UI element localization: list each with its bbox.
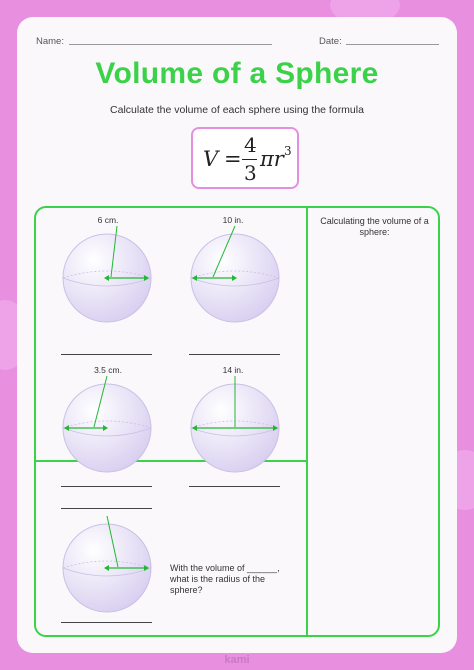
formula-denominator: 3 <box>244 161 257 185</box>
date-field[interactable] <box>346 44 439 45</box>
sphere-5-answer-line[interactable] <box>61 622 152 623</box>
sphere-5-diagram <box>61 522 153 614</box>
formula-exponent: 3 <box>284 144 292 158</box>
sphere-4-radius-label: 14 in. <box>222 365 244 375</box>
formula-numerator: 4 <box>244 133 257 157</box>
sphere-1-radius-label: 6 cm. <box>97 215 119 225</box>
name-field[interactable] <box>69 44 272 45</box>
reverse-question-text: With the volume of ______, what is the radius of the sphere? <box>170 563 280 595</box>
sphere-5-radius-answer-line[interactable] <box>61 508 152 509</box>
date-label: Date: <box>319 36 342 47</box>
name-label: Name: <box>36 36 64 47</box>
sphere-4-answer-line[interactable] <box>189 486 280 487</box>
kami-logo: kami <box>224 654 250 666</box>
sphere-2-answer-line[interactable] <box>189 354 280 355</box>
sphere-3-diagram <box>61 382 153 474</box>
sphere-2-diagram <box>189 232 281 324</box>
worksheet-grid <box>34 206 440 637</box>
formula-pi-r: πr <box>260 147 284 171</box>
worksheet-page <box>17 17 457 653</box>
page-title: Volume of a Sphere <box>95 57 379 90</box>
work-area[interactable] <box>308 248 438 633</box>
sphere-4-diagram <box>189 382 281 474</box>
sphere-3-answer-line[interactable] <box>61 486 152 487</box>
sphere-1-answer-line[interactable] <box>61 354 152 355</box>
formula-volume-symbol: V <box>203 147 219 171</box>
formula-fraction-bar <box>242 159 257 160</box>
work-area-label: Calculating the volume of a sphere: <box>320 216 429 237</box>
formula-box <box>191 127 299 189</box>
sphere-2-radius-label: 10 in. <box>222 215 244 225</box>
sphere-1-diagram <box>61 232 153 324</box>
formula-equals: = <box>224 147 242 171</box>
sphere-3-radius-label: 3.5 cm. <box>94 365 122 375</box>
instruction-text: Calculate the volume of each sphere using the formula <box>110 104 364 116</box>
